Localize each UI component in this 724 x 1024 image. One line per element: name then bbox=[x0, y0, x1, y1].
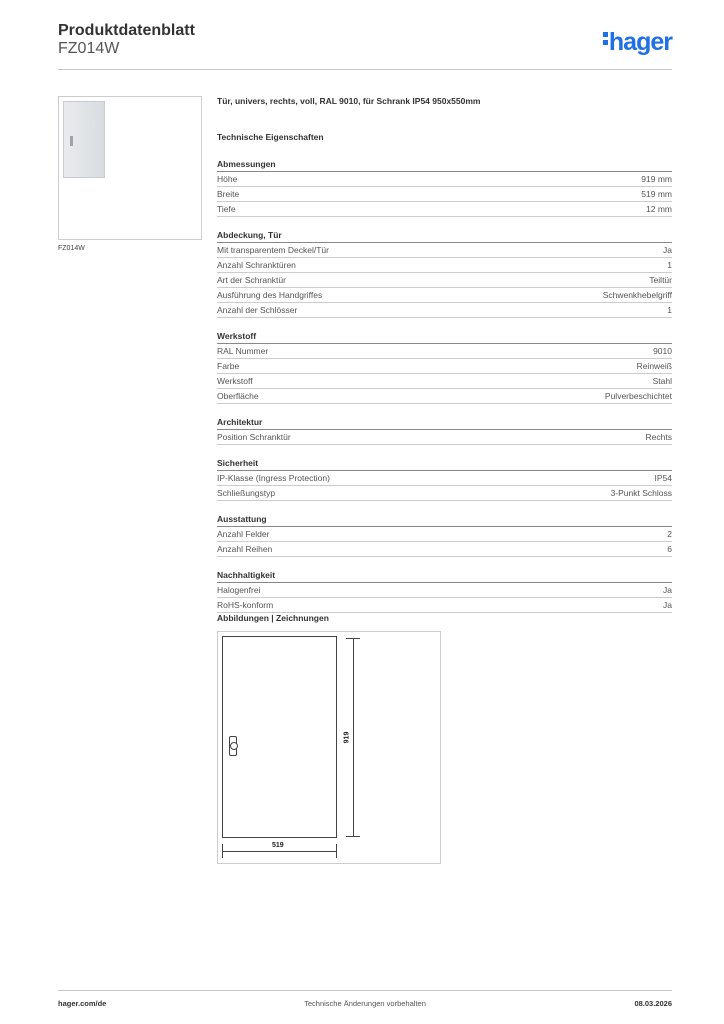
group-title: Sicherheit bbox=[217, 457, 672, 471]
property-row bbox=[217, 430, 672, 445]
property-label: Ausführung des Handgriffes bbox=[217, 290, 323, 300]
tech-properties-title: Technische Eigenschaften bbox=[217, 132, 324, 142]
property-value: Pulverbeschichtet bbox=[604, 391, 672, 401]
property-row bbox=[217, 598, 672, 613]
property-label: Oberfläche bbox=[217, 391, 259, 401]
group-title: Architektur bbox=[217, 416, 672, 430]
property-label: Halogenfrei bbox=[217, 585, 261, 595]
property-label: RoHS-konform bbox=[217, 600, 274, 610]
property-group bbox=[217, 330, 672, 404]
property-value: 1 bbox=[667, 260, 672, 270]
lock-icon bbox=[229, 736, 237, 756]
property-value: Schwenkhebelgriff bbox=[602, 290, 672, 300]
property-group bbox=[217, 513, 672, 557]
width-dimension-line bbox=[222, 851, 337, 852]
group-title: Ausstattung bbox=[217, 513, 672, 527]
group-title: Abdeckung, Tür bbox=[217, 229, 672, 243]
height-dimension-label: 919 bbox=[343, 731, 351, 744]
group-title: Nachhaltigkeit bbox=[217, 569, 672, 583]
property-label: Farbe bbox=[217, 361, 240, 371]
property-value: IP54 bbox=[654, 473, 672, 483]
property-value: Rechts bbox=[645, 432, 672, 442]
property-row bbox=[217, 527, 672, 542]
technical-drawing bbox=[217, 631, 441, 864]
width-dimension-tick-left bbox=[222, 844, 223, 858]
property-value: Ja bbox=[663, 600, 672, 610]
height-dimension-tick-bottom bbox=[346, 836, 360, 837]
footer-website-link[interactable]: hager.com/de bbox=[58, 999, 107, 1008]
drawings-title: Abbildungen | Zeichnungen bbox=[217, 613, 329, 623]
property-label: Anzahl Felder bbox=[217, 529, 270, 539]
property-row bbox=[217, 288, 672, 303]
document-title: Produktdatenblatt bbox=[58, 22, 195, 39]
property-group bbox=[217, 416, 672, 445]
property-label: Mit transparentem Deckel/Tür bbox=[217, 245, 329, 255]
property-value: Stahl bbox=[652, 376, 672, 386]
height-dimension-line bbox=[353, 638, 354, 836]
property-value: 919 mm bbox=[641, 174, 672, 184]
property-group bbox=[217, 569, 672, 613]
group-title: Werkstoff bbox=[217, 330, 672, 344]
page-footer bbox=[58, 990, 672, 1008]
property-value: 12 mm bbox=[646, 204, 672, 214]
thumbnail-caption: FZ014W bbox=[58, 245, 85, 252]
group-title: Abmessungen bbox=[217, 158, 672, 172]
property-row bbox=[217, 344, 672, 359]
property-row bbox=[217, 471, 672, 486]
property-label: Position Schranktür bbox=[217, 432, 291, 442]
property-label: Werkstoff bbox=[217, 376, 253, 386]
property-row bbox=[217, 258, 672, 273]
property-value: Reinweiß bbox=[636, 361, 672, 371]
property-value: 3-Punkt Schloss bbox=[610, 488, 672, 498]
width-dimension-tick-right bbox=[336, 844, 337, 858]
property-row bbox=[217, 187, 672, 202]
property-value: 519 mm bbox=[641, 189, 672, 199]
product-thumbnail bbox=[58, 96, 202, 240]
property-label: Tiefe bbox=[217, 204, 236, 214]
property-value: Teiltür bbox=[649, 275, 672, 285]
property-row bbox=[217, 243, 672, 258]
property-row bbox=[217, 202, 672, 217]
property-row bbox=[217, 359, 672, 374]
door-handle-icon bbox=[70, 136, 73, 146]
width-dimension-label: 519 bbox=[272, 842, 284, 849]
property-label: RAL Nummer bbox=[217, 346, 269, 356]
property-label: IP-Klasse (Ingress Protection) bbox=[217, 473, 330, 483]
property-value: Ja bbox=[663, 245, 672, 255]
property-label: Anzahl Schranktüren bbox=[217, 260, 296, 270]
height-dimension-tick-top bbox=[346, 638, 360, 639]
property-label: Höhe bbox=[217, 174, 238, 184]
logo-text: hager bbox=[608, 28, 672, 56]
property-row bbox=[217, 374, 672, 389]
property-row bbox=[217, 486, 672, 501]
property-row bbox=[217, 273, 672, 288]
property-label: Anzahl der Schlösser bbox=[217, 305, 298, 315]
property-group bbox=[217, 229, 672, 318]
property-label: Breite bbox=[217, 189, 240, 199]
page-header bbox=[58, 22, 672, 70]
footer-date: 08.03.2026 bbox=[634, 999, 672, 1008]
product-name: Tür, univers, rechts, voll, RAL 9010, für Schrank IP54 950x550mm bbox=[217, 96, 481, 106]
property-row bbox=[217, 389, 672, 404]
property-label: Art der Schranktür bbox=[217, 275, 286, 285]
property-row bbox=[217, 303, 672, 318]
article-number: FZ014W bbox=[58, 40, 120, 57]
property-groups bbox=[217, 158, 672, 613]
drawing-door-outline bbox=[222, 636, 337, 838]
door-image bbox=[63, 101, 105, 178]
property-label: Schließungstyp bbox=[217, 488, 276, 498]
property-value: 1 bbox=[667, 305, 672, 315]
property-value: 9010 bbox=[653, 346, 672, 356]
property-value: 6 bbox=[667, 544, 672, 554]
property-row bbox=[217, 583, 672, 598]
property-group bbox=[217, 158, 672, 217]
property-row bbox=[217, 172, 672, 187]
property-value: 2 bbox=[667, 529, 672, 539]
property-value: Ja bbox=[663, 585, 672, 595]
property-group bbox=[217, 457, 672, 501]
logo-dots-icon bbox=[603, 29, 609, 48]
hager-logo bbox=[603, 28, 672, 57]
footer-notice: Technische Änderungen vorbehalten bbox=[304, 999, 426, 1008]
properties-section bbox=[217, 96, 672, 613]
property-label: Anzahl Reihen bbox=[217, 544, 273, 554]
property-row bbox=[217, 542, 672, 557]
